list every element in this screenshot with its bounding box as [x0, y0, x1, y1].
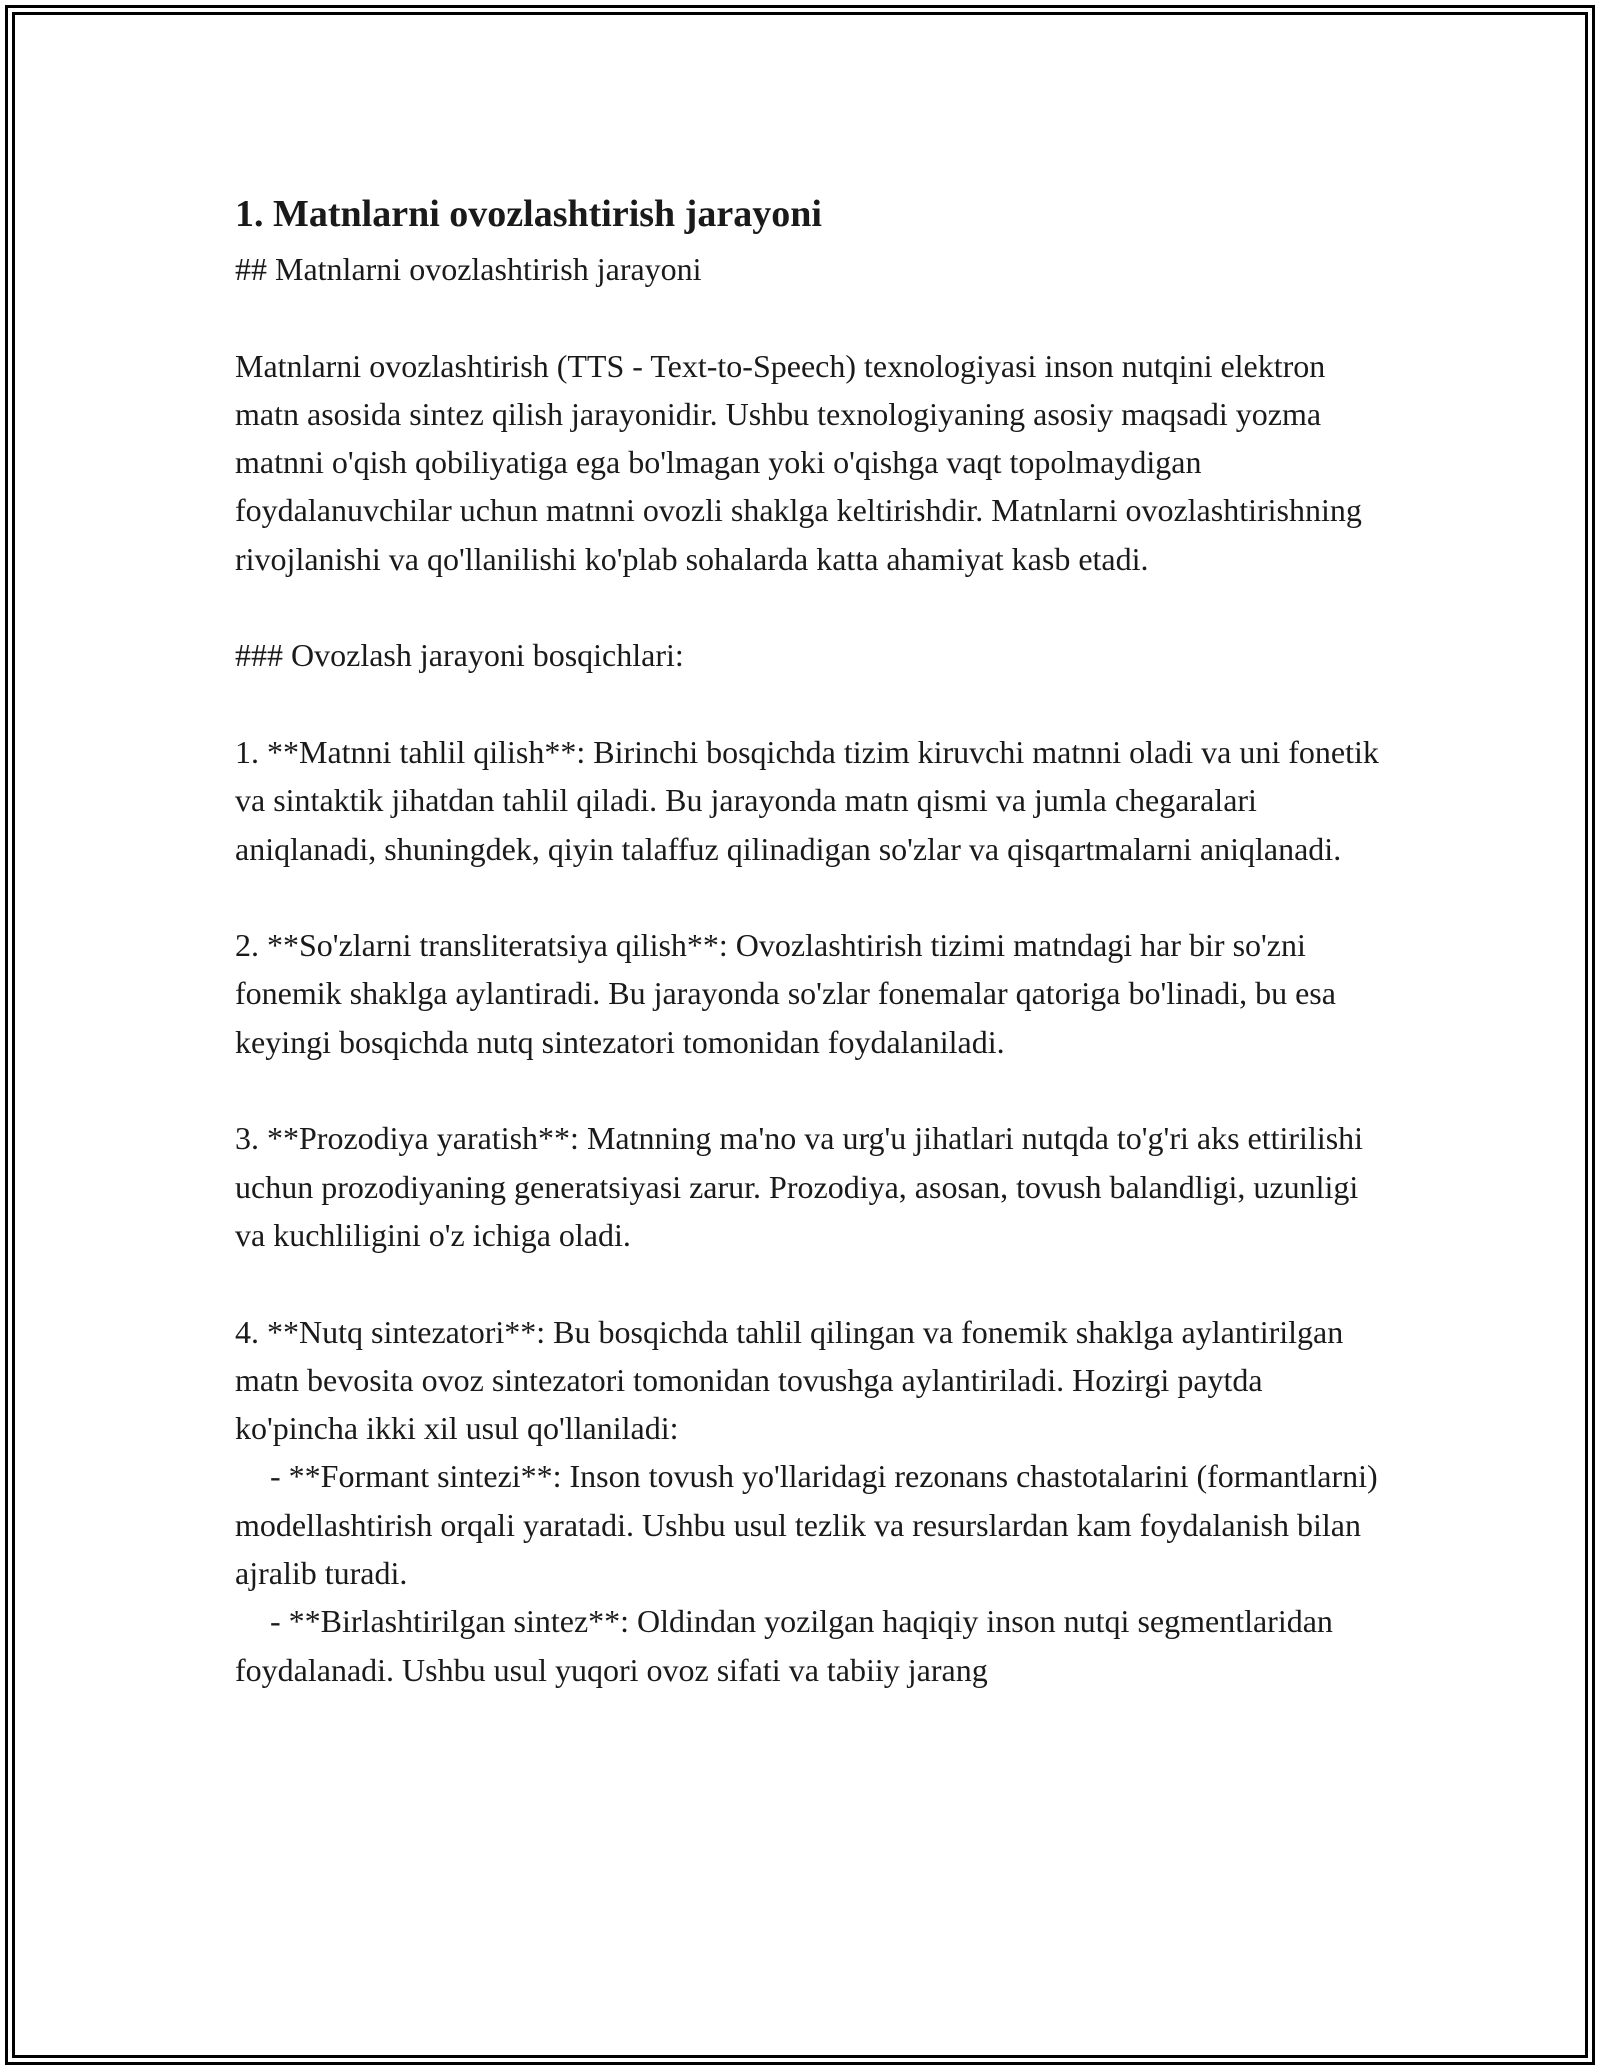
step-2-paragraph: 2. **So'zlarni transliteratsiya qilish**: Ovozlashtirish tizimi matndagi har bir so'zni fonemik shaklga aylantiradi. Bu jarayonda so'zlar fonemalar qatoriga bo'linadi, bu esa keyingi bosqichda nutq sintezatori tomonidan foydalaniladi.: [235, 927, 1336, 1060]
spacer: [235, 1066, 1385, 1114]
spacer: [235, 1259, 1385, 1307]
sub-item-concatenative-text: - **Birlashtirilgan sintez**: Oldindan yozilgan haqiqiy inson nutqi segmentlaridan foydalanadi. Ushbu usul yuqori ovoz sifati va tabiiy jarang: [235, 1603, 1333, 1688]
spacer: [235, 680, 1385, 728]
sub-item-formant-text: - **Formant sintezi**: Inson tovush yo'llaridagi rezonans chastotalarini (formantlarni) modellashtirish orqali yaratadi. Ushbu usul tezlik va resurslardan kam foydalanish bilan ajralib turadi.: [235, 1458, 1378, 1592]
spacer: [235, 873, 1385, 921]
document-title: 1. Matnlarni ovozlashtirish jarayoni: [235, 193, 822, 235]
step-4-paragraph: 4. **Nutq sintezatori**: Bu bosqichda tahlil qilingan va fonemik shaklga aylantirilgan matn bevosita ovoz sintezatori tomonidan tovushga aylantiriladi. Hozirgi paytda ko'pincha ikki xil usul qo'llaniladi:: [235, 1313, 1344, 1447]
sub-item-concatenative: [235, 1597, 1385, 1694]
step-3-paragraph: 3. **Prozodiya yaratish**: Matnning ma'no va urg'u jihatlari nutqda to'g'ri aks ettirilishi uchun prozodiyaning generatsiyasi zarur. Prozodiya, asosan, tovush balandligi, uzunligi va kuchliligini o'z ichiga oladi.: [235, 1120, 1364, 1253]
spacer: [235, 583, 1385, 631]
step-1-paragraph: 1. **Matnni tahlil qilish**: Birinchi bosqichda tizim kiruvchi matnni oladi va uni fonetik va sintaktik jihatdan tahlil qiladi. Bu jarayonda matn qismi va jumla chegaralari aniqlanadi, shuningdek, qiyin talaffuz qilinadigan so'zlar va qisqartmalarni aniqlanadi.: [235, 733, 1379, 867]
heading-level-2: ## Matnlarni ovozlashtirish jarayoni: [235, 251, 702, 287]
document-body: [235, 183, 1385, 1694]
spacer: [235, 293, 1385, 341]
intro-paragraph: Matnlarni ovozlashtirish (TTS - Text-to-Speech) texnologiyasi inson nutqini elektron matn asosida sintez qilish jarayonidir. Ushbu texnologiyaning asosiy maqsadi yozma matnni o'qish qobiliyatiga ega bo'lmagan yoki o'qishga vaqt topolmaydigan foydalanuvchilar uchun matnni ovozli shaklga keltirishdir. Matnlarni ovozlashtirishning rivojlanishi va qo'llanilishi ko'plab sohalarda katta ahamiyat kasb etadi.: [235, 347, 1362, 577]
sub-item-formant: [235, 1452, 1385, 1597]
heading-level-3: ### Ovozlash jarayoni bosqichlari:: [235, 637, 684, 674]
